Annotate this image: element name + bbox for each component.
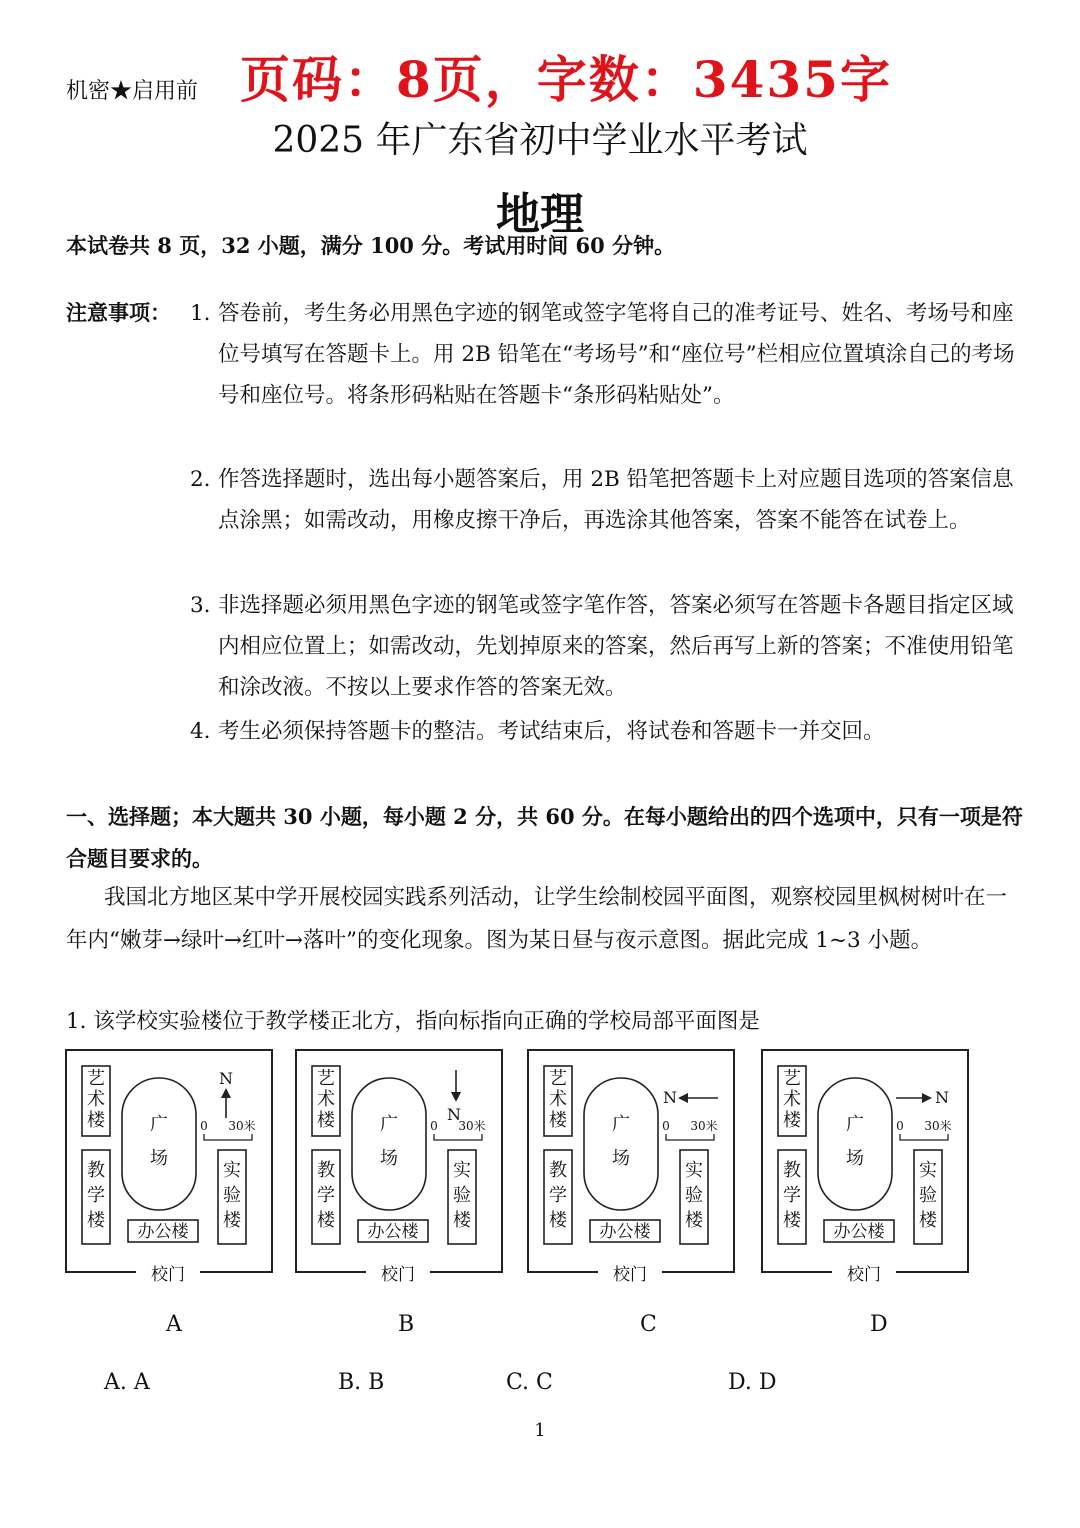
map-char: 实 (919, 1160, 937, 1181)
teaching-building-label (87, 1160, 106, 1231)
map-char: 艺 (783, 1068, 801, 1089)
gate-label: 校门 (847, 1265, 881, 1285)
map-letter-c: C (640, 1312, 657, 1337)
map-letter-d: D (870, 1312, 888, 1337)
map-char: 艺 (549, 1068, 567, 1089)
campus-maps (0, 1046, 1080, 1286)
lab-building-label (919, 1160, 938, 1231)
north-label: N (219, 1069, 233, 1088)
square-label-2: 场 (612, 1148, 630, 1169)
campus-map-a (66, 1050, 272, 1285)
north-arrow-icon (896, 1088, 949, 1107)
map-char: 教 (317, 1160, 335, 1181)
art-building-label (783, 1068, 802, 1131)
notice-item-text: 作答选择题时，选出每小题答案后，用 2B 铅笔把答题卡上对应题目选项的答案信息点涂黑；如需改动，用橡皮擦干净后，再选涂其他答案，答案不能答在试卷上。 (218, 467, 1014, 533)
choice-b[interactable]: B. B (338, 1370, 385, 1395)
map-char: 楼 (317, 1210, 335, 1231)
square-track (122, 1078, 196, 1210)
arrow-head-icon (451, 1092, 461, 1102)
notice-item-number: 2. (190, 467, 211, 492)
office-building-label: 办公楼 (367, 1222, 419, 1242)
lab-building-label (453, 1160, 472, 1231)
office-building-label: 办公楼 (599, 1222, 651, 1242)
map-char: 教 (87, 1160, 105, 1181)
map-char: 验 (919, 1185, 937, 1206)
notice-item-1 (190, 293, 1030, 457)
arrow-head-icon (221, 1088, 231, 1098)
square-label-1: 广 (150, 1114, 168, 1135)
notice-item-text: 答卷前，考生务必用黑色字迹的钢笔或签字笔将自己的准考证号、姓名、考场号和座位号填写在答题卡上。用 2B 铅笔在“考场号”和“座位号”栏相应位置填涂自己的考场号和座位号。将条形码粘贴在答题卡“条形码粘贴处”。 (218, 301, 1015, 408)
choice-c[interactable]: C. C (506, 1370, 553, 1395)
intro-paragraph: 我国北方地区某中学开展校园实践系列活动，让学生绘制校园平面图，观察校园里枫树树叶在一年内“嫩芽→绿叶→红叶→落叶”的变化现象。图为某日昼与夜示意图。据此完成 1~3 小题。 (66, 885, 1008, 953)
notice-item-3 (190, 585, 1030, 709)
gate-label: 校门 (613, 1265, 647, 1285)
notice-item-number: 3. (190, 593, 211, 618)
notice-item-text: 非选择题必须用黑色字迹的钢笔或签字笔作答，答案必须写在答题卡各题目指定区域内相应位置上；如需改动，先划掉原来的答案，然后再写上新的答案；不准使用铅笔和涂改液。不按以上要求作答的答案无效。 (218, 593, 1014, 700)
gate-label: 校门 (151, 1265, 185, 1285)
lab-building-label (223, 1160, 242, 1231)
map-char: 术 (783, 1089, 801, 1110)
scale-bar (666, 1134, 714, 1140)
notice-item-2 (190, 459, 1030, 583)
map-letter-a: A (166, 1312, 182, 1337)
teaching-building-label (317, 1160, 336, 1231)
north-arrow-icon (447, 1070, 461, 1124)
arrow-head-icon (922, 1093, 932, 1103)
square-label-2: 场 (846, 1148, 864, 1169)
scale-length: 30米 (458, 1119, 486, 1133)
teaching-building-label (783, 1160, 802, 1231)
map-char: 楼 (919, 1210, 937, 1231)
map-char: 楼 (685, 1210, 703, 1231)
campus-map-b (296, 1050, 502, 1285)
map-char: 楼 (87, 1110, 105, 1131)
square-label-1: 广 (846, 1114, 864, 1135)
scale-length: 30米 (228, 1119, 256, 1133)
teaching-building-label (549, 1160, 568, 1231)
square-track (584, 1078, 658, 1210)
choice-d[interactable]: D. D (728, 1370, 777, 1395)
campus-map-c (528, 1050, 734, 1285)
scale-bar (434, 1134, 482, 1140)
north-label: N (663, 1088, 677, 1107)
campus-map-d (762, 1050, 968, 1285)
art-building-label (317, 1068, 336, 1131)
map-char: 楼 (87, 1210, 105, 1231)
map-char: 教 (549, 1160, 567, 1181)
north-label: N (447, 1105, 461, 1124)
map-char: 教 (783, 1160, 801, 1181)
art-building-label (87, 1068, 106, 1131)
question-1: 1. 该学校实验楼位于教学楼正北方，指向标指向正确的学校局部平面图是 (66, 1009, 760, 1034)
north-arrow-icon (663, 1088, 718, 1107)
north-label: N (935, 1088, 949, 1107)
gate-label: 校门 (381, 1265, 415, 1285)
notice-item-number: 1. (190, 301, 211, 326)
map-char: 术 (317, 1089, 335, 1110)
map-char: 楼 (223, 1210, 241, 1231)
map-char: 术 (549, 1089, 567, 1110)
map-char: 实 (453, 1160, 471, 1181)
scale-zero: 0 (430, 1119, 438, 1133)
map-char: 艺 (317, 1068, 335, 1089)
map-char: 验 (223, 1185, 241, 1206)
square-track (352, 1078, 426, 1210)
square-label-1: 广 (380, 1114, 398, 1135)
scale-zero: 0 (200, 1119, 208, 1133)
map-char: 验 (453, 1185, 471, 1206)
map-char: 楼 (453, 1210, 471, 1231)
map-letter-b: B (398, 1312, 415, 1337)
map-char: 楼 (549, 1110, 567, 1131)
map-char: 术 (87, 1089, 105, 1110)
notice-item-number: 4. (190, 719, 211, 744)
choice-a[interactable]: A. A (104, 1370, 150, 1395)
square-label-2: 场 (150, 1148, 168, 1169)
map-char: 楼 (783, 1110, 801, 1131)
exam-title: 2025 年广东省初中学业水平考试 (272, 120, 808, 161)
scale-length: 30米 (924, 1119, 952, 1133)
secret-mark: 机密★启用前 (66, 79, 199, 104)
map-char: 艺 (87, 1068, 105, 1089)
scale-bar (900, 1134, 948, 1140)
exam-info: 本试卷共 8 页，32 小题，满分 100 分。考试用时间 60 分钟。 (66, 233, 676, 258)
page-number: 1 (534, 1420, 546, 1441)
north-arrow-icon (219, 1069, 233, 1118)
office-building-label: 办公楼 (833, 1222, 885, 1242)
subject-title: 地理 (496, 189, 584, 240)
office-building-label: 办公楼 (137, 1222, 189, 1242)
map-char: 实 (223, 1160, 241, 1181)
map-char: 学 (317, 1185, 335, 1206)
map-char: 楼 (317, 1110, 335, 1131)
notice-label: 注意事项： (66, 300, 171, 325)
map-char: 楼 (783, 1210, 801, 1231)
map-char: 实 (685, 1160, 703, 1181)
map-char: 楼 (549, 1210, 567, 1231)
notice-item-4 (190, 711, 1030, 753)
section-heading: 一、选择题；本大题共 30 小题，每小题 2 分，共 60 分。在每小题给出的四个选项中，只有一项是符合题目要求的。 (66, 804, 1023, 871)
map-char: 学 (549, 1185, 567, 1206)
notice-item-text: 考生必须保持答题卡的整洁。考试结束后，将试卷和答题卡一并交回。 (218, 719, 885, 744)
scale-length: 30米 (690, 1119, 718, 1133)
square-track (818, 1078, 892, 1210)
lab-building-label (685, 1160, 704, 1231)
scale-bar (204, 1134, 252, 1140)
map-char: 验 (685, 1185, 703, 1206)
map-char: 学 (87, 1185, 105, 1206)
scale-zero: 0 (896, 1119, 904, 1133)
square-label-1: 广 (612, 1114, 630, 1135)
map-char: 学 (783, 1185, 801, 1206)
square-label-2: 场 (380, 1148, 398, 1169)
arrow-head-icon (678, 1093, 688, 1103)
page-count-banner: 页码：8页，字数：3435字 (240, 50, 892, 109)
scale-zero: 0 (662, 1119, 670, 1133)
art-building-label (549, 1068, 568, 1131)
